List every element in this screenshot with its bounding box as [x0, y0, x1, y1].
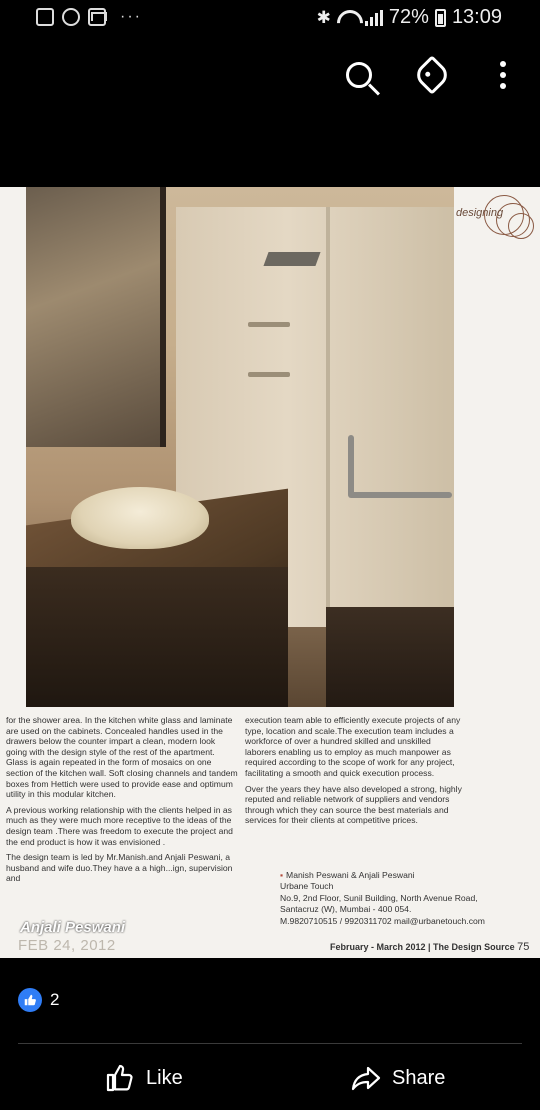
- photo-toolbar: [0, 40, 540, 110]
- designer-names: Manish Peswani & Anjali Peswani: [286, 870, 415, 880]
- bathroom-photo: [26, 187, 454, 707]
- reaction-summary[interactable]: [18, 988, 59, 1012]
- date-stamp: FEB 24, 2012: [18, 937, 116, 954]
- thumbs-up-icon: [18, 988, 42, 1012]
- photo[interactable]: [0, 187, 540, 958]
- address-line-1: No.9, 2nd Floor, Sunil Building, North Avenue Road,: [280, 892, 478, 903]
- name-watermark: Anjali Peswani: [20, 919, 126, 936]
- share-icon: [350, 1062, 382, 1094]
- clock: 13:09: [451, 6, 502, 28]
- battery-percent: 72%: [388, 6, 429, 28]
- address-line-2: Santacruz (W), Mumbai - 400 054.: [280, 904, 412, 915]
- article-column-1: [6, 715, 238, 889]
- search-icon: [346, 62, 372, 88]
- more-options-button[interactable]: [478, 50, 528, 100]
- divider: [18, 1043, 522, 1044]
- battery-icon: [435, 9, 446, 27]
- signal-icon: [365, 10, 383, 26]
- article-paragraph: The design team is led by Mr.Manish.and Anjali Peswani, a husband and wife duo.They have a a high...ign, supervision and: [6, 852, 233, 884]
- gallery-icon: [36, 8, 54, 26]
- magazine-footer: [330, 941, 529, 953]
- more-vertical-icon: [500, 61, 506, 89]
- gmail-icon: [88, 8, 106, 26]
- like-button[interactable]: [104, 1058, 183, 1098]
- status-bar: [0, 0, 540, 38]
- share-button[interactable]: [350, 1058, 445, 1098]
- article-paragraph: execution team able to efficiently execute projects of any type, location and scale.The execution team includes a workforce of over a hundred skilled and unskilled laborers enabling us to employ as much manpower as required according to the scope of work for any project, facilitating a smooth and quick execution process.: [245, 715, 461, 778]
- tag-button[interactable]: [407, 50, 457, 100]
- tag-icon: [412, 55, 452, 95]
- page-number: 75: [517, 941, 530, 953]
- share-label: Share: [392, 1066, 446, 1089]
- search-button[interactable]: [334, 50, 384, 100]
- whatsapp-icon: [62, 8, 80, 26]
- article-column-2: [245, 715, 463, 831]
- section-tag: designing: [456, 207, 504, 219]
- bluetooth-icon: ✱: [316, 7, 331, 27]
- company-name: Urbane Touch: [280, 881, 334, 892]
- contact-line: M.9820710515 / 9920311702 mail@urbanetouch.com: [280, 915, 485, 926]
- article-paragraph: A previous working relationship with the clients helped in as much as they were much more receptive to the ideas of the design team .There was freedom to execute the project and the end product is how it was envisioned .: [6, 804, 233, 847]
- article-paragraph: Over the years they have also developed a strong, highly reputed and reliable network of suppliers and vendors through which they can source the best materials and services for their clients at competitive prices.: [245, 783, 462, 826]
- issue-label: February - March 2012 | The Design Source: [330, 942, 515, 952]
- notification-icons: [36, 8, 142, 26]
- like-icon: [104, 1062, 136, 1094]
- system-indicators: [317, 6, 502, 29]
- more-notifications-icon: ···: [120, 8, 142, 25]
- wifi-icon: [337, 10, 359, 26]
- designer-credit: ▪ Manish Peswani & Anjali Peswani Urbane Touch No.9, 2nd Floor, Sunil Building, North Avenue Road, Santacruz (W), Mumbai - 400 054. M.9820710515 / 9920311702 mail@urbanetouch.com: [280, 870, 485, 926]
- article-paragraph: for the shower area. In the kitchen white glass and laminate are used on the cabinets. Concealed handles used in the drawers below the counter impart a clean, modern look going with the design style of the rest of the apartment. Glass is again repeated in the form of mosaics on one section of the kitchen wall. Soft closing channels and tandem boxes from Hettich were used to provide ease and optimum utility in this modular kitchen.: [6, 715, 238, 800]
- like-label: Like: [146, 1066, 183, 1089]
- reaction-count: 2: [50, 990, 60, 1009]
